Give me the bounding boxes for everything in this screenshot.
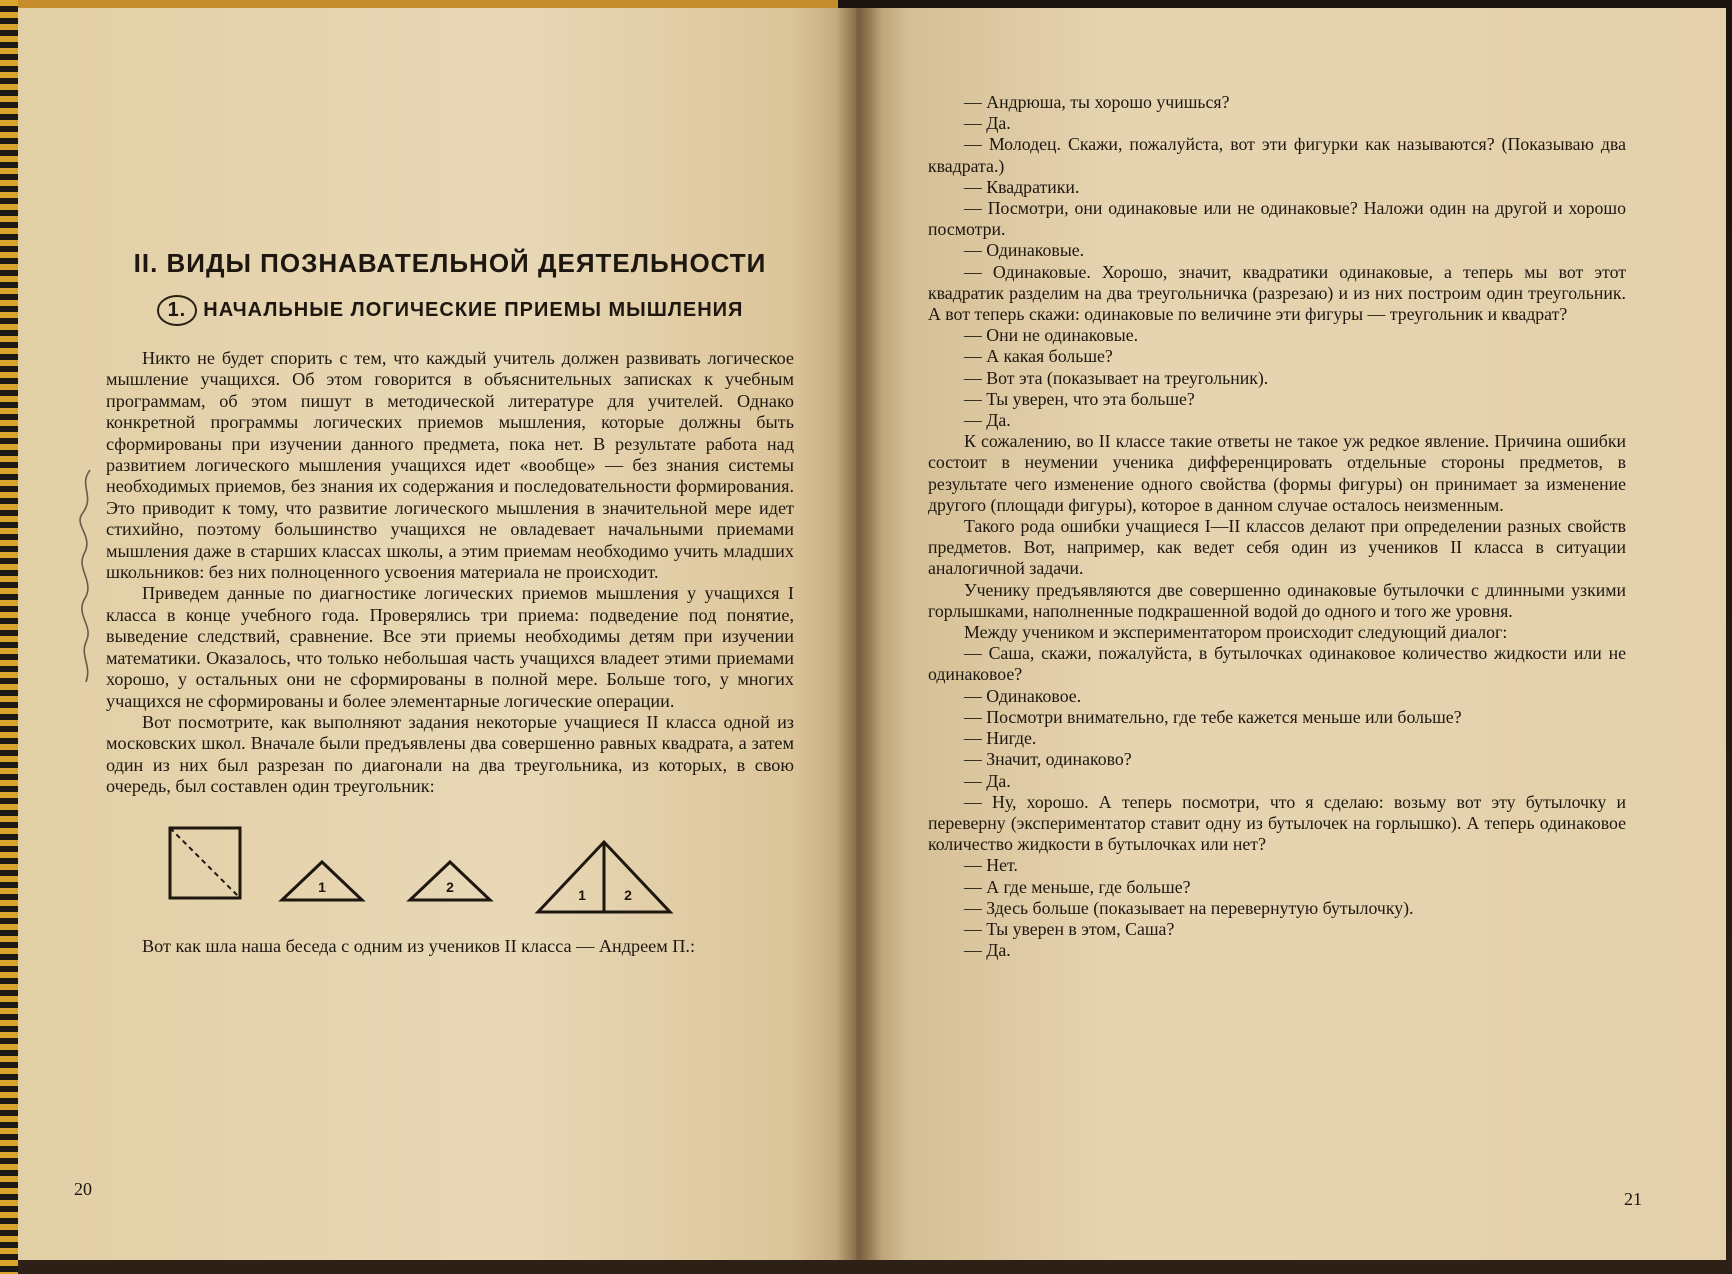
paragraph: — А где меньше, где больше? <box>964 876 1191 897</box>
section-number: 1. <box>157 295 198 326</box>
chapter-title: II. ВИДЫ ПОЗНАВАТЕЛЬНОЙ ДЕЯТЕЛЬНОСТИ <box>133 248 767 278</box>
combined-triangle-figure <box>538 842 670 912</box>
paragraph: — Одинаковые. Хорошо, значит, квадратики одинаковые, а теперь мы вот этот квадратик разделим на два треугольничка (разрезаю) и из них построим один треугольник. А вот теперь скажи: одинаковые по величине эти фигуры — треугольник и квадрат? <box>928 261 1626 325</box>
section-title <box>106 295 794 326</box>
paragraph: Вот посмотрите, как выполняют задания некоторые учащиеся II класса одной из московских школ. Вначале были предъявлены два совершенно равных квадрата, а затем один из них был разрезан по диагонали на два треугольника, из которых, в свою очередь, был составлен один треугольник: <box>106 711 794 797</box>
section-title-text: НАЧАЛЬНЫЕ ЛОГИЧЕСКИЕ ПРИЕМЫ МЫШЛЕНИЯ <box>203 299 744 321</box>
paragraph: — Они не одинаковые. <box>964 325 1139 346</box>
paragraph: Вот как шла наша беседа с одним из учеников II класса — Андреем П.: <box>142 935 696 956</box>
triangle-figure-2 <box>410 862 490 900</box>
paragraph: — Да. <box>964 770 1011 791</box>
paragraph: — Одинаковое. <box>964 685 1082 706</box>
triangle-label: 2 <box>624 886 632 903</box>
triangle-figure-1 <box>282 862 362 900</box>
triangle-label: 1 <box>578 886 586 903</box>
paragraph: — Ну, хорошо. А теперь посмотри, что я сделаю: возьму вот эту бутылочку и переверну (экспериментатор ставит одну из бутылочек на горлышко). А теперь одинаковое количество жидкости в бутылочках или нет? <box>928 791 1626 855</box>
paragraph: — Вот эта (показывает на треугольник). <box>964 367 1269 388</box>
paragraph: — Одинаковые. <box>964 240 1085 261</box>
right-page <box>856 8 1726 1260</box>
paragraph: — Нигде. <box>964 728 1037 749</box>
square-figure <box>170 828 240 898</box>
cover-edge <box>0 0 18 1274</box>
paragraph: — Да. <box>964 940 1011 961</box>
geometry-figures <box>106 816 794 936</box>
paragraph: — Посмотри внимательно, где тебе кажется меньше или больше? <box>964 706 1462 727</box>
paragraph: Между учеником и экспериментатором происходит следующий диалог: <box>964 622 1508 643</box>
paragraph: — Да. <box>964 113 1011 134</box>
paragraph: — Ты уверен в этом, Саша? <box>964 918 1175 939</box>
paragraph: — А какая больше? <box>964 346 1113 367</box>
paragraph: Приведем данные по диагностике логических приемов мышления у учащихся I класса в конце учебного года. Проверялись три приема: подведение под понятие, выведение следствий, сравнение. Все эти приемы необходимы детям при изучении математики. Оказалось, что только небольшая часть учащихся владеет этими приемами хорошо, у остальных они не сформированы в полной мере. Больше того, у многих учащихся не сформированы и более элементарные логические операции. <box>106 583 794 711</box>
left-page <box>18 8 858 1260</box>
paragraph: — Нет. <box>964 855 1018 876</box>
triangle-label: 2 <box>446 878 454 895</box>
page-number: 21 <box>1624 1189 1642 1209</box>
figures-svg <box>106 816 726 936</box>
paragraph: — Здесь больше (показывает на перевернутую бутылочку). <box>964 897 1414 918</box>
paragraph: — Саша, скажи, пожалуйста, в бутылочках одинаковое количество жидкости или не одинаковое? <box>928 643 1626 685</box>
paragraph: — Посмотри, они одинаковые или не одинаковые? Наложи один на другой и хорошо посмотри. <box>928 198 1626 240</box>
paragraph: — Да. <box>964 410 1011 431</box>
paragraph: К сожалению, во II классе такие ответы не такое уж редкое явление. Причина ошибки состоит в неумении ученика дифференцировать отдельные стороны предметов, в результате чего изменение одного свойства (формы фигуры) он принимает за изменение другого (площади фигуры), которое в данном случае осталось неизменным. <box>928 431 1626 515</box>
right-page-text <box>928 92 1626 961</box>
paragraph: Такого рода ошибки учащиеся I—II классов делают при определении разных свойств предметов. Вот, например, как ведет себя один из учеников II класса в ситуации аналогичной задачи. <box>928 516 1626 579</box>
paragraph: Ученику предъявляются две совершенно одинаковые бутылочки с длинными узкими горлышками, наполненные подкрашенной водой до одного и того же уровня. <box>928 579 1626 621</box>
paragraph: — Андрюша, ты хорошо учишься? <box>964 92 1230 112</box>
paragraph: — Молодец. Скажи, пожалуйста, вот эти фигурки как называются? (Показываю два квадрата.) <box>928 134 1626 176</box>
triangle-label: 1 <box>318 878 326 895</box>
paragraph: Никто не будет спорить с тем, что каждый учитель должен развивать логическое мышление учащихся. Об этом говорится в объяснительных записках к учебным программам, об этом пишут в методической литературе для учителей. Однако конкретной программы логических приемов мышления, которые должны быть сформированы при изучении данного предмета, пока нет. В результате работа над развитием логического мышления учащихся идет «вообще» — без знания системы необходимых приемов, без знания их содержания и последовательности формирования. Это приводит к тому, что развитие логического мышления в значительной мере идет стихийно, поэтому большинство учащихся не овладевает начальными приемами мышления даже в старших классах школы, а этим приемам необходимо учить младших школьников: без них полноценного усвоения материала не происходит. <box>106 348 794 583</box>
paragraph: — Ты уверен, что эта больше? <box>964 388 1195 409</box>
paragraph: — Квадратики. <box>964 176 1080 197</box>
paragraph: — Значит, одинаково? <box>964 749 1132 770</box>
handwritten-margin-mark <box>72 466 102 686</box>
page-number: 20 <box>74 1179 92 1199</box>
